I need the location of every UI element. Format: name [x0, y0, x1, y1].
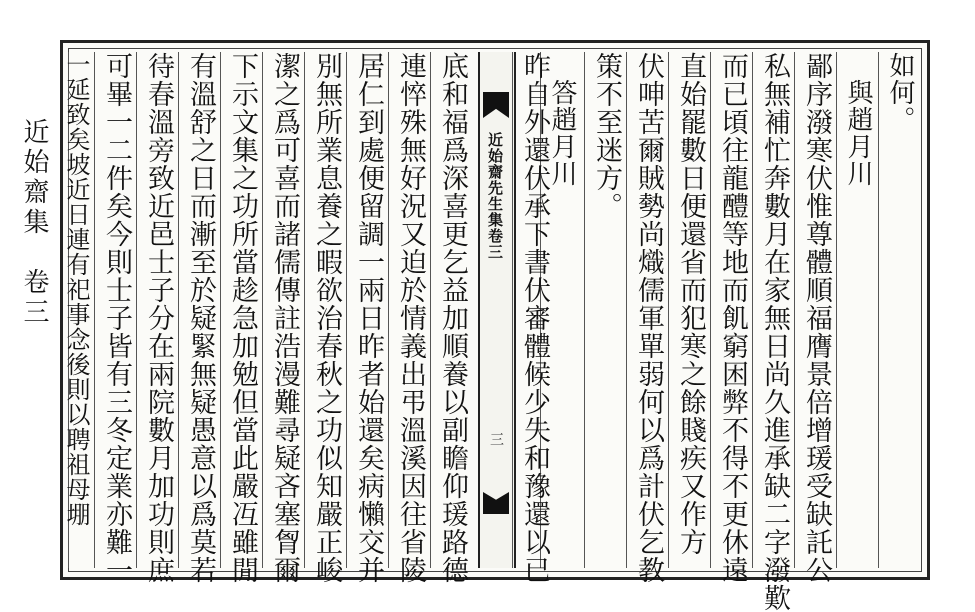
fish-tail-top-icon	[483, 92, 509, 118]
text-column: 可畢一二件矣今則士子皆有三冬定業亦難一	[94, 52, 137, 568]
folio-number: 三	[488, 432, 504, 446]
text-column: 昨自外還伏承下書伏審體候少失和豫還以已	[512, 52, 555, 568]
text-column: 底和福爲深喜更乞益加順養以副瞻仰瑗路德	[430, 52, 473, 568]
text-column: 策不至迷方。	[584, 52, 627, 568]
margin-title: 近始齋集 卷三	[19, 118, 49, 328]
center-strip-title: 近始齋先生集卷三	[486, 132, 504, 260]
text-column: 一延致矣坡近日連有祀事念後則以聘祖母堋	[68, 52, 97, 568]
text-column: 待春溫旁致近邑士子分在兩院數月加功則庶	[136, 52, 179, 568]
text-column: 如何。	[878, 52, 921, 568]
text-column: 潔之爲可喜而諸儒傳註浩漫難尋疑吝塞胷爾	[262, 52, 305, 568]
text-column: 下示文集之功所當趁急加勉但當此嚴冱雖閒	[220, 52, 263, 568]
text-column: 私無補忙奔數月在家無日尚久進承缺二字潑歎	[752, 52, 795, 568]
letter-title: 答趙月川	[540, 52, 583, 568]
letter-title: 與趙月川	[836, 52, 879, 568]
text-column: 連悴殊無好況又迫於情義出弔溫溪因往省陵	[388, 52, 431, 568]
text-column: 而已頃往龍醴等地而飢窮困弊不得不更休遠	[710, 52, 753, 568]
text-column: 有溫舒之日而漸至於疑緊無疑愚意以爲莫若	[178, 52, 221, 568]
fish-tail-bottom-icon	[483, 492, 509, 514]
text-column: 伏呻苦爾賊勢尚熾儒軍單弱何以爲計伏乞教	[626, 52, 669, 568]
text-column: 鄙序潑寒伏惟尊體順福膺景倍增瑗受缺託公	[794, 52, 837, 568]
center-strip	[478, 52, 516, 568]
text-column: 居仁到處便留調一兩日昨者始還矣病懶交并	[346, 52, 389, 568]
text-column: 直始罷數日便還省而犯寒之餘賤疾又作方	[668, 52, 711, 568]
text-column: 別無所業息養之暇欲治春秋之功似知嚴正峻	[304, 52, 347, 568]
